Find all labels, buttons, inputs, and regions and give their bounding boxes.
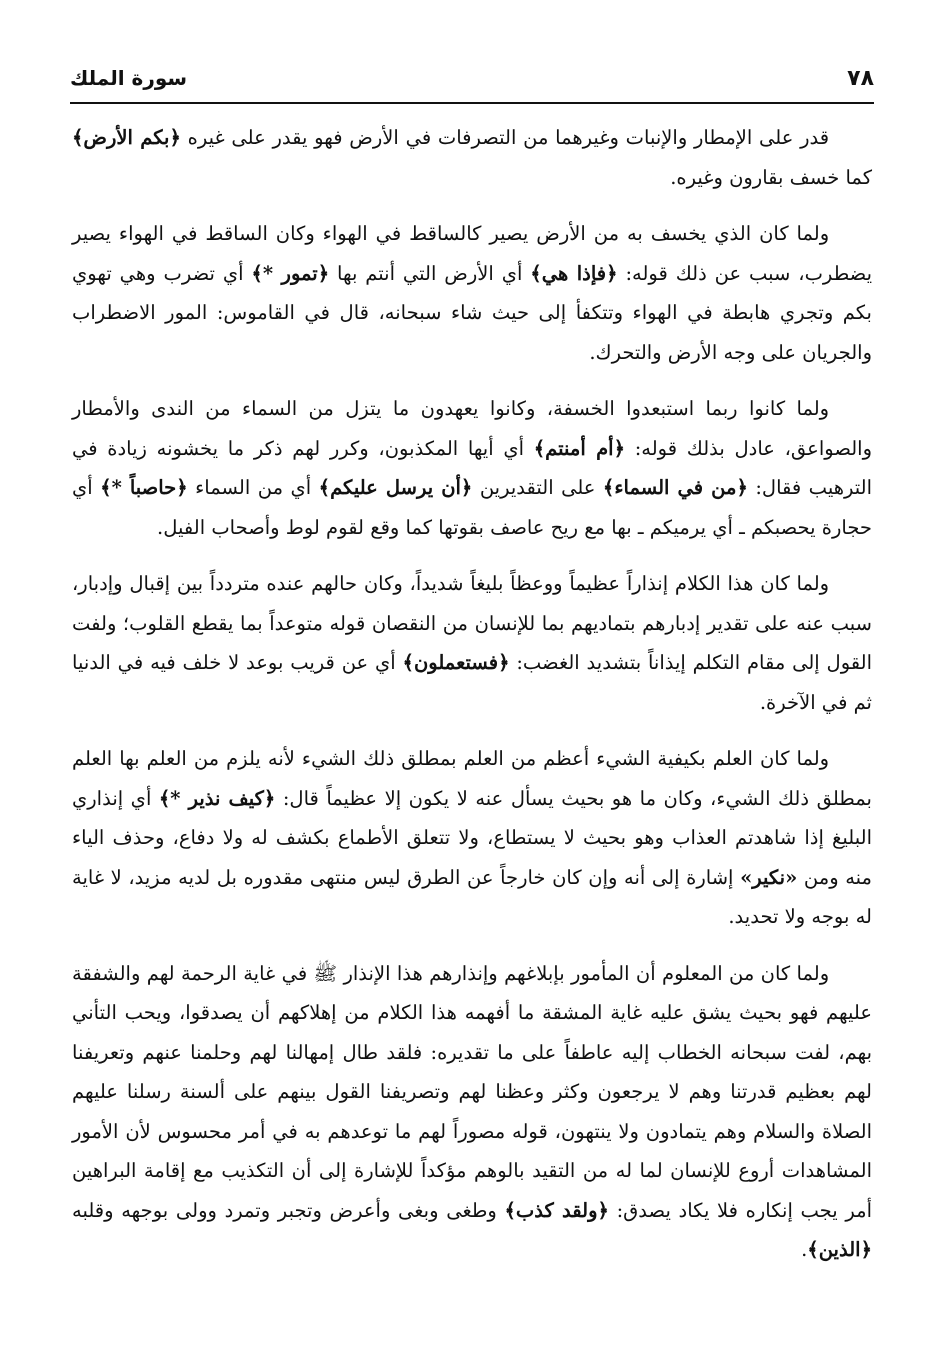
quran-quote: ﴿فستعملون﴾ xyxy=(402,651,510,674)
page-header xyxy=(70,60,874,104)
quran-quote: ﴿فإذا هي﴾ xyxy=(530,261,618,285)
text-run: أي الأرض التي أنتم بها xyxy=(329,261,531,285)
quran-quote: ﴿تمور *﴾ xyxy=(251,261,330,285)
page-number: ٧٨ xyxy=(847,66,874,91)
header-rule xyxy=(70,102,874,104)
text-run: قدر على الإمطار والإنبات وغيرهما من التصرفات في الأرض فهو يقدر على غيره xyxy=(180,126,830,149)
page-body xyxy=(72,118,872,1287)
text-run: ولما كان الذي يخسف به من الأرض يصير كالساقط في الهواء وكان الساقط في الهواء يصير يضطرب، سبب عن ذلك قوله: xyxy=(72,222,873,285)
quran-quote: ﴿أم أمنتم﴾ xyxy=(533,436,625,460)
text-run: ولما كان من المعلوم أن المأمور بإبلاغهم وإنذارهم هذا الإنذار ﷺ في غاية الرحمة لهم والشفقة عليهم فهو بحيث يشق عليه غاية المشقة ما أفهمه هذا الكلام من إهلاكهم أن يصدقوا، ويحب التأني بهم، لفت سبحانه الخطاب إليه عاطفاً على ما تقديره: فلقد طال إمهالنا لهم وحلمنا عنهم وتعريفنا لهم بعظيم قدرتنا وهم لا يرجعون وكثر وعظنا لهم وتصريفنا القول بينهم على ألسنة رسلنا عليهم الصلاة والسلام وهم يتمادون ولا ينتهون، قوله مصوراً لهم ما توعدهم به في أمر محسوس لأن الأمور المشاهدات أروع للإنسان لما له من التقيد بالوهم مؤكداً للإشارة إلى أن التكذيب مع إقامة البراهين أمر يجب إنكاره فلا يكاد يصدق: xyxy=(72,961,872,1222)
paragraph xyxy=(72,389,872,547)
text-run: أي من السماء xyxy=(187,476,319,499)
paragraph xyxy=(72,214,872,372)
text-run: أي تضرب وهي تهوي بكم وتجري هابطة في الهواء وتتكفأ إلى حيث شاء سبحانه، قال في القاموس: المور الاضطراب والجريان على وجه الأرض والتحرك. xyxy=(72,261,872,364)
paragraph xyxy=(72,564,872,722)
paragraph xyxy=(72,739,872,937)
text-run: على التقديرين xyxy=(472,476,603,499)
text-run: أي إنذاري البليغ إذا شاهدتم العذاب وهو بحيث لا يستطاع، ولا تتعلق الأطماع بكشف له ولا دفاع، وحذف الياء منه ومن xyxy=(72,786,872,889)
quran-quote: ﴿بكم الأرض﴾ xyxy=(72,126,181,149)
quran-quote: ﴿أن يرسل عليكم﴾ xyxy=(318,476,473,499)
quran-quote: ﴿من في السماء﴾ xyxy=(602,476,748,499)
text-run: . xyxy=(801,1238,808,1261)
paragraph xyxy=(72,118,872,197)
text-run: إشارة إلى أنه وإن كان خارجاً عن الطرق ليس منتهى مقدوره بل لديه مزيد، لا غاية له بوجه ولا تحديد. xyxy=(72,865,872,928)
paragraph xyxy=(72,954,872,1270)
text-run: ولما كانوا ربما استبعدوا الخسفة، وكانوا يعهدون ما يتزل من السماء من الندى والأمطار والصواعق، عادل بذلك قوله: xyxy=(72,397,872,460)
text-run: أي أيها المكذبون، وكرر لهم ذكر ما يخشونه زيادة في الترهيب فقال: xyxy=(72,436,872,499)
text-run: أي حجارة يحصبكم ـ أي يرميكم ـ بها مع ريح عاصف بقوتها كما وقع لقوم لوط وأصحاب الفيل. xyxy=(72,476,872,539)
text-run: ولما كان العلم بكيفية الشيء أعظم من العلم بمطلق ذلك الشيء لأنه يلزم من العلم بها العلم بمطلق ذلك الشيء، وكان ما هو بحيث يسأل عنه لا يكون إلا عظيماً قال: xyxy=(72,747,872,810)
surah-title: سورة الملك xyxy=(70,66,188,90)
quran-quote: ﴿الذين﴾ xyxy=(807,1238,872,1261)
text-run: ولما كان هذا الكلام إنذاراً عظيماً ووعظاً بليغاً شديداً، وكان حالهم عنده متردداً بين إقبال وإدبار، سبب عنه على تقدير إدبارهم بتماديهم بما للإنسان من النقصان قوله متوعداً بما يقطع القلوب؛ ولفت القول إلى مقام التكلم إيذاناً بتشديد الغضب: xyxy=(72,572,872,674)
quran-quote: ﴿ولقد كذب﴾ xyxy=(504,1198,609,1222)
text-run: وطغى وبغى وأعرض وتجبر وتمرد وولى بوجهه وقلبه xyxy=(72,1198,505,1222)
quran-quote: ﴿حاصباً *﴾ xyxy=(100,476,188,499)
text-run: أي عن قريب بوعد لا خلف فيه في الدنيا ثم في الآخرة. xyxy=(72,651,872,714)
text-run: كما خسف بقارون وغيره. xyxy=(670,165,872,189)
quran-quote: «نكير» xyxy=(740,865,798,889)
quran-quote: ﴿كيف نذير *﴾ xyxy=(158,786,276,810)
